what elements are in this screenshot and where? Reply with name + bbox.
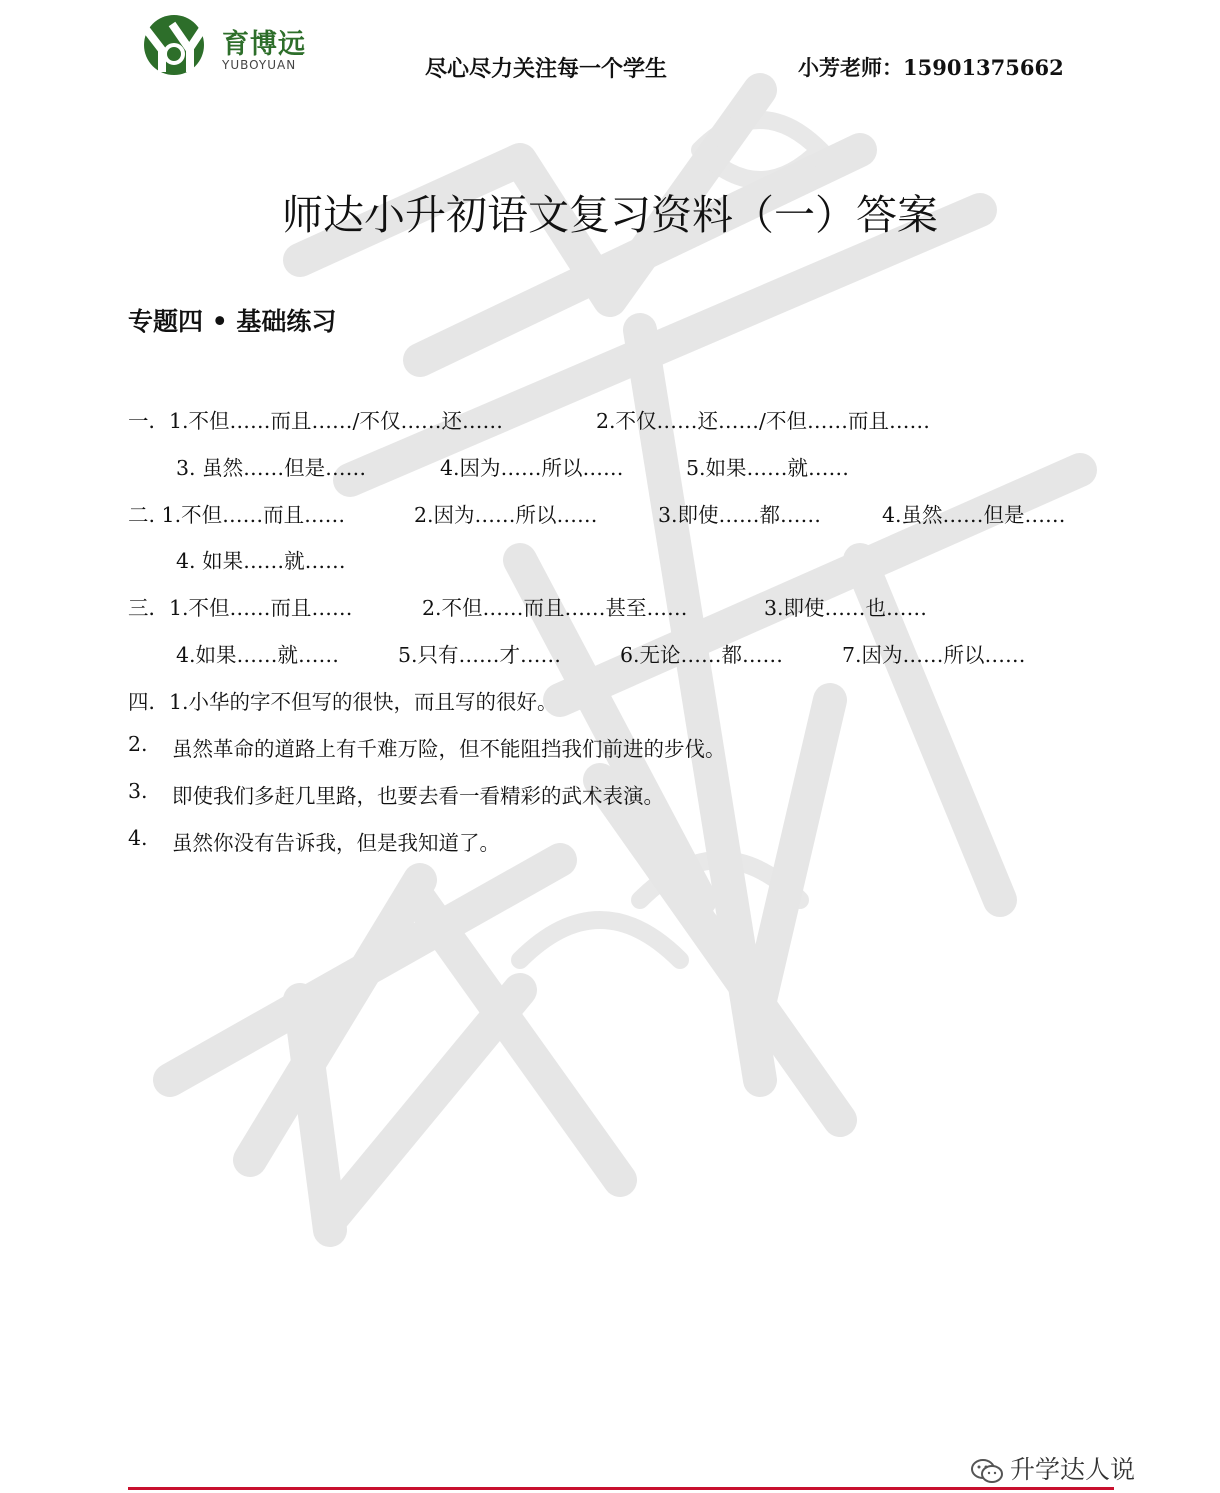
- wechat-icon: [970, 1457, 1004, 1485]
- answer-item: 4.虽然……但是……: [882, 503, 1066, 527]
- answer-item: 4. 如果……就……: [176, 549, 346, 573]
- answer-number: 3.: [128, 779, 148, 803]
- answer-item: 7.因为……所以……: [842, 643, 1026, 667]
- answer-item: 二. 1.不但……而且……: [128, 503, 346, 527]
- answer-item: 2.不但……而且……甚至……: [422, 596, 688, 620]
- header-contact: 小芳老师：15901375662: [798, 55, 1064, 80]
- footer-rule: [128, 1487, 1114, 1490]
- logo-text-en: YUBOYUAN: [222, 58, 297, 72]
- answer-item: 虽然革命的道路上有千难万险，但不能阻挡我们前进的步伐。: [172, 737, 726, 761]
- answer-item: 3.即使……也……: [764, 596, 928, 620]
- answer-item: 一．1.不但……而且……/不仅……还……: [128, 409, 503, 433]
- answer-item: 6.无论……都……: [620, 643, 784, 667]
- answer-item: 2.因为……所以……: [414, 503, 598, 527]
- answer-number: 4.: [128, 826, 148, 850]
- header-slogan: 尽心尽力关注每一个学生: [425, 57, 668, 82]
- answer-item: 虽然你没有告诉我，但是我知道了。: [172, 831, 500, 855]
- footer-brand: [970, 1450, 1135, 1486]
- answer-item: 5.只有……才……: [398, 643, 562, 667]
- logo-text-cn: 育博远: [222, 29, 306, 60]
- answer-item: 4.如果……就……: [176, 643, 340, 667]
- answer-item: 三．1.不但……而且……: [128, 596, 353, 620]
- logo: [128, 14, 338, 78]
- logo-mark-icon: [128, 14, 220, 76]
- footer-brand-label: 升学达人说: [1010, 1455, 1136, 1484]
- answer-item: 3. 虽然……但是……: [176, 456, 367, 480]
- answer-item: 3.即使……都……: [658, 503, 822, 527]
- answer-item: 四．1.小华的字不但写的很快，而且写的很好。: [128, 690, 558, 714]
- answer-number: 2.: [128, 732, 148, 756]
- answer-item: 即使我们多赶几里路，也要去看一看精彩的武术表演。: [172, 784, 664, 808]
- document-title: 师达小升初语文复习资料（一）答案: [282, 191, 938, 239]
- answer-item: 5.如果……就……: [686, 456, 850, 480]
- section-heading: 专题四 • 基础练习: [128, 307, 337, 336]
- answer-item: 2.不仅……还……/不但……而且……: [596, 409, 930, 433]
- answer-item: 4.因为……所以……: [440, 456, 624, 480]
